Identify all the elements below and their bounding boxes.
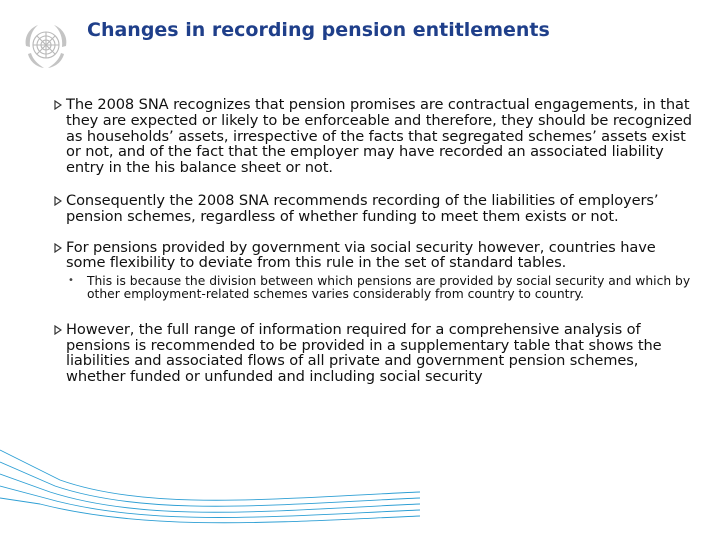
bullet-item	[54, 322, 694, 385]
bullet-item	[54, 240, 694, 272]
sub-bullet-text: This is because the division between which pensions are provided by social security and which by other employment-related schemes varies considerably from country to country.	[87, 274, 691, 301]
sub-bullet-item	[54, 275, 694, 301]
bullet-list	[54, 97, 694, 385]
arrowhead-bullet-icon	[54, 325, 62, 335]
arrowhead-bullet-icon	[54, 196, 62, 206]
bullet-text: For pensions provided by government via social security however, countries have some flexibility to deviate from this rule in the set of standard tables.	[66, 238, 656, 272]
bullet-item	[54, 97, 694, 176]
slide-title: Changes in recording pension entitlements	[87, 19, 550, 41]
un-emblem-icon	[20, 20, 72, 72]
bullet-item	[54, 193, 694, 225]
decorative-lines	[0, 440, 420, 540]
bullet-text: The 2008 SNA recognizes that pension promises are contractual engagements, in that they are expected or likely to be enforceable and therefore, they should be recognized as households’ assets, irrespective of the facts that segregated schemes’ assets exist or not, and of the fact that the employer may have recorded an associated liability entry in the his balance sheet or not.	[66, 96, 692, 177]
arrowhead-bullet-icon	[54, 100, 62, 110]
arrowhead-bullet-icon	[54, 243, 62, 253]
bullet-text: Consequently the 2008 SNA recommends recording of the liabilities of employers’ pension schemes, regardless of whether funding to meet them exists or not.	[66, 191, 659, 225]
sub-bullet-dot-icon: •	[68, 275, 74, 287]
bullet-text: However, the full range of information required for a comprehensive analysis of pensions is recommended to be provided in a supplementary table that shows the liabilities and associated flows of all private and government pension schemes, whether funded or unfunded and including social security	[66, 320, 662, 386]
